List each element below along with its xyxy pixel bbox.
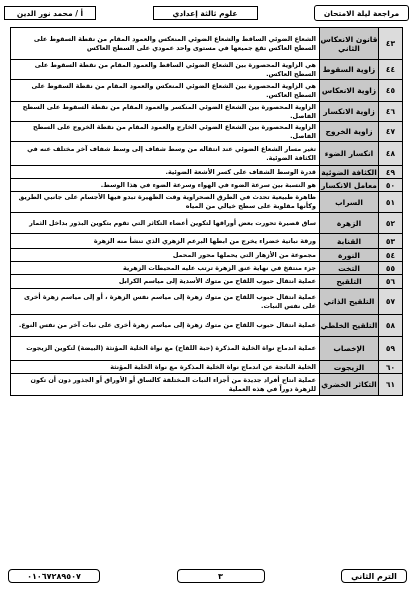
row-definition: ظاهرة طبيعية تحدث في الطرق الصحراوية وقت الظهيرة تبدو فيها الأجسام على جانبي الطريق وكأنها مقلوبة على سطح خيالي من المياه — [11, 192, 320, 213]
row-number: ٥٧ — [379, 289, 403, 315]
row-definition: عملية انتقال حبوب اللقاح من متوك الأسدية إلى مياسم الكرابل — [11, 275, 320, 289]
header-grade: علوم ثالثة إعدادي — [153, 6, 258, 20]
row-number: ٤٣ — [379, 28, 403, 60]
row-term: التلقيح — [320, 275, 379, 289]
row-number: ٥٦ — [379, 275, 403, 289]
row-term: الإخصاب — [320, 337, 379, 361]
table-row — [11, 60, 403, 80]
row-definition: هي الزاوية المحصورة بين الشعاع الضوئي المنعكس والعمود المقام من نقطة السقوط على السطح العاكس. — [11, 80, 320, 102]
row-term: انكسار الضوء — [320, 142, 379, 166]
row-term: التلقيح الذاتي — [320, 289, 379, 315]
table-row — [11, 28, 403, 60]
table-row — [11, 179, 403, 192]
row-definition: جزء منتفخ في نهاية عنق الزهرة ترتب عليه المحيطات الزهرية — [11, 262, 320, 275]
row-term: الكثافة الضوئية — [321, 167, 377, 177]
row-term: زاوية الخروج — [320, 122, 379, 142]
table-row — [11, 289, 403, 315]
table-row — [11, 142, 403, 166]
definitions-table — [10, 27, 403, 396]
page-header — [4, 4, 409, 21]
header-title: مراجعة ليلة الامتحان — [314, 5, 409, 21]
row-number: ٥٨ — [379, 315, 403, 337]
table-row — [11, 166, 403, 179]
row-number: ٥١ — [379, 192, 403, 213]
row-number: ٤٩ — [379, 166, 403, 179]
row-definition: عملية اندماج نواة الخلية المذكرة (حبة اللقاح) مع نواة الخلية المؤنثة (البيضة) لتكوين الزيجوت — [11, 337, 320, 361]
row-definition: مجموعة من الأزهار التي يحملها محور المحمل — [11, 249, 320, 262]
row-definition: عملية انتاج أفراد جديدة من أجزاء النبات المختلفة كالساق أو الأوراق أو الجذور دون أن تكون للزهرة دوراً في هذه العملية — [11, 374, 320, 396]
footer-term: الترم الثاني — [341, 569, 407, 583]
row-definition: الخلية الناتجة عن اندماج نواة الخلية المذكرة مع نواة الخلية المؤنثة — [11, 361, 320, 374]
row-number: ٦١ — [379, 374, 403, 396]
table-row — [11, 122, 403, 142]
row-number: ٤٨ — [379, 142, 403, 166]
row-number: ٥٣ — [379, 234, 403, 249]
row-term: معامل الانكسار — [321, 180, 377, 190]
row-term: السراب — [320, 192, 379, 213]
row-definition: هو النسبة بين سرعة الضوء في الهواء وسرعة الضوء في هذا الوسط. — [11, 179, 320, 192]
table-row — [11, 249, 403, 262]
row-number: ٥٩ — [379, 337, 403, 361]
row-definition: ورقة نباتية خضراء يخرج من ابطها البرعم الزهري الذي تنشأ منه الزهرة — [11, 234, 320, 249]
table-row — [11, 213, 403, 234]
row-term: القنابة — [320, 234, 379, 249]
row-definition: تغير مسار الشعاع الضوئي عند انتقاله من وسط شفاف إلى وسط شفاف آخر مختلف عنه في الكثافة الضوئية. — [11, 142, 320, 166]
row-number: ٥٢ — [379, 213, 403, 234]
row-number: ٥٠ — [379, 179, 403, 192]
row-number: ٦٠ — [379, 361, 403, 374]
row-term: زاوية السقوط — [320, 60, 379, 80]
row-definition: الزاوية المحصورة بين الشعاع الضوئي المنكسر والعمود المقام من نقطة السقوط على السطح الفاصل. — [11, 102, 320, 122]
page-footer — [8, 568, 407, 584]
row-number: ٤٦ — [379, 102, 403, 122]
table-row — [11, 234, 403, 249]
row-number: ٤٧ — [379, 122, 403, 142]
row-term: الزيجوت — [320, 361, 379, 374]
row-number: ٤٥ — [379, 80, 403, 102]
table-row — [11, 262, 403, 275]
row-term: قانون الانعكاس الثاني — [320, 28, 379, 60]
table-row — [11, 315, 403, 337]
header-author: أ / محمد نور الدين — [4, 6, 96, 20]
row-number: ٤٤ — [379, 60, 403, 80]
row-term: الزهرة — [320, 213, 379, 234]
row-term: التكاثر الخضري — [320, 374, 379, 396]
row-definition: عملية انتقال حبوب اللقاح من متوك زهرة إلى مياسم نفس الزهرة ، أو إلى مياسم زهرة أخرى على نفس النبات. — [11, 289, 320, 315]
row-definition: قدرة الوسط الشفاف على كسر الأشعة الضوئية. — [11, 166, 320, 179]
table-row — [11, 374, 403, 396]
row-definition: الزاوية المحصورة بين الشعاع الضوئي الخارج والعمود المقام من نقطة الخروج على السطح الفاصل. — [11, 122, 320, 142]
footer-phone: ٠١٠٦٧٢٨٩٥٠٧ — [8, 569, 100, 583]
table-row — [11, 102, 403, 122]
row-term: النورة — [320, 249, 379, 262]
row-term: التخت — [320, 262, 379, 275]
row-definition: ساق قصيرة تحورت بعض أوراقها لتكوين أعضاء التكاثر التي تقوم بتكوين البذور بداخل الثمار — [11, 213, 320, 234]
row-term: زاوية الانعكاس — [320, 80, 379, 102]
table-row — [11, 361, 403, 374]
table-row — [11, 275, 403, 289]
row-definition: الشعاع الضوئي الساقط والشعاع الضوئي المنعكس والعمود المقام من نقطة السقوط على السطح العاكس تقع جميعها في مستوى واحد عمودي على السطح العاكس — [11, 28, 320, 60]
row-term: التلقيح الخلطي — [320, 315, 379, 337]
row-definition: عملية انتقال حبوب اللقاح من متوك زهرة إلى مياسم زهرة أخرى على نبات آخر من نفس النوع. — [11, 315, 320, 337]
row-term: زاوية الانكسار — [320, 102, 379, 122]
row-number: ٥٤ — [379, 249, 403, 262]
table-row — [11, 80, 403, 102]
row-number: ٥٥ — [379, 262, 403, 275]
table-row — [11, 337, 403, 361]
table-row — [11, 192, 403, 213]
footer-page-number: ٣ — [177, 569, 265, 583]
row-definition: هي الزاوية المحصورة بين الشعاع الضوئي الساقط والعمود المقام من نقطة السقوط على السطح العاكس. — [11, 60, 320, 80]
